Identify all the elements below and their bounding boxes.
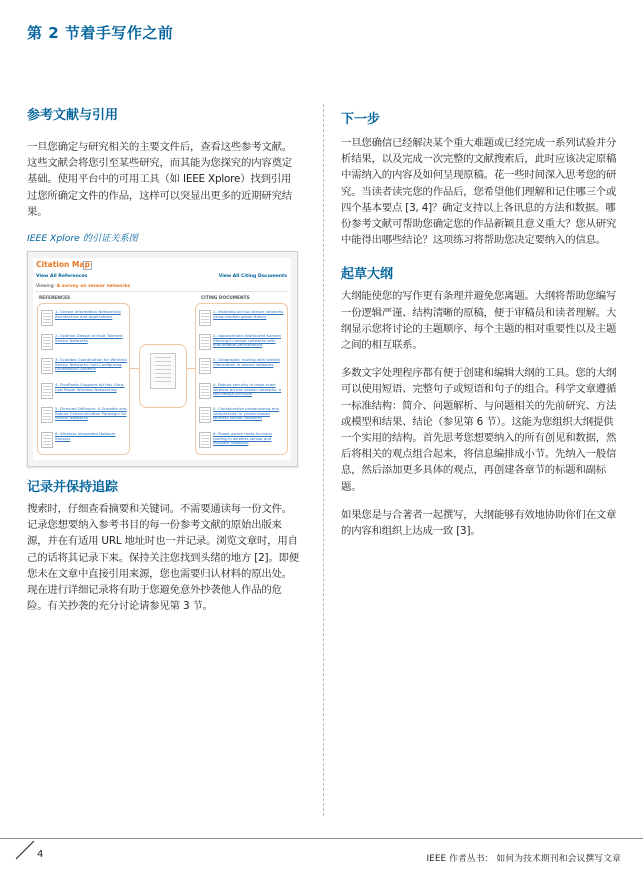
citing-item[interactable] bbox=[199, 310, 285, 328]
document-icon bbox=[41, 432, 53, 448]
citing-link[interactable]: 2- Approximate distributed Kalman filtering in sensor networks with quantifiable performance bbox=[213, 333, 282, 348]
citing-item[interactable] bbox=[199, 358, 285, 376]
reference-item[interactable] bbox=[41, 407, 127, 425]
column-divider bbox=[323, 104, 324, 816]
tracking-paragraph: 搜索时，仔细查看摘要和关键词。不需要通读每一份文件。记录您想要纳入参考书目的每一份参考文献的原始出版来源，并在有适用 URL 地址时也一并记录。浏览文章时，用自己的话将其记录下来。保持关注您找到头绪的地方 [2]。即便您未在文章中直接引用来源，您也需要归认材料的原出处。现在进行详细记录将有助于您避免意外抄袭他人作品的危险。有关抄袭的充分讨论请参见第 3 节。 bbox=[27, 503, 299, 613]
footer-slash-icon bbox=[15, 840, 35, 860]
connector-line bbox=[129, 368, 139, 369]
document-icon bbox=[41, 383, 53, 399]
reference-link[interactable]: 6- Wireless Integrated Network Sensors bbox=[55, 431, 116, 441]
next-step-section bbox=[341, 111, 621, 248]
viewing-value: A survey on sensor networks bbox=[56, 284, 131, 290]
citation-map bbox=[33, 258, 291, 460]
reference-link[interactable]: 4- PicoRadio Supports Ad Hoc Ultra-Low Power Wireless Networking bbox=[55, 382, 125, 392]
citing-panel bbox=[195, 303, 288, 455]
footer-text: IEEE 作者丛书： 如何为技术期刊和会议撰写文章 bbox=[426, 854, 621, 864]
citing-link[interactable]: 3- Geographic routing with limited information in sensor networks bbox=[213, 357, 280, 367]
document-icon bbox=[199, 358, 211, 374]
outline-paragraph: 多数文字处理程序都有便于创建和编辑大纲的工具。您的大纲可以使用短语、完整句子或短语和句子的组合。科学文章遵循一标准结构：简介、问题解析、与问题相关的先前研究、方法或模型和结果、结论（参见第 6 节）。这能为您组织大纲提供一个实用的结构。首先思考您想要纳入的所有创见和数据，然后将相关的观点组合起来，将信息编排成小节。先纳入一般信息，然后添加更多具体的观点，再创建各章节的标题和副标题。 bbox=[341, 367, 617, 493]
page-number: 4 bbox=[37, 849, 44, 860]
citing-link[interactable]: 1- Modeling ad hoc sensor networks using random graph theory bbox=[213, 309, 284, 319]
citing-link[interactable]: 4- Robust security in large-scale wireless ad hoc sensor networks: a key-design principle bbox=[213, 382, 282, 397]
outline-section bbox=[341, 266, 621, 539]
current-document[interactable] bbox=[139, 344, 187, 408]
reference-link[interactable]: 1- Sensor Information Networking Architecture and Applications bbox=[55, 309, 121, 319]
outline-paragraph: 如果您是与合著者一起撰写，大纲能够有效地协助你们在文章的内容和组织上达成一致 [3]。 bbox=[341, 508, 617, 538]
references-panel bbox=[37, 303, 130, 455]
footer-rule bbox=[0, 838, 643, 839]
reference-item[interactable] bbox=[41, 383, 127, 401]
citation-map-rule bbox=[36, 291, 288, 292]
citing-item[interactable] bbox=[199, 334, 285, 352]
view-all-references-link[interactable]: View All References bbox=[36, 274, 88, 280]
references-section bbox=[27, 107, 301, 220]
citing-item[interactable] bbox=[199, 407, 285, 425]
references-heading: 参考文献与引用 bbox=[27, 108, 119, 123]
document-icon bbox=[150, 353, 176, 389]
page-title: 第 2 节着手写作之前 bbox=[27, 24, 174, 42]
citing-link[interactable]: 5- Collaborative broadcasting and compression in cluster-based wireless sensor networks bbox=[213, 406, 279, 421]
document-icon bbox=[41, 334, 53, 350]
document-icon bbox=[41, 310, 53, 326]
outline-paragraph: 大纲能使您的写作更有条理并避免您离题。大纲将帮助您编写一份逻辑严谨、结构清晰的原稿，便于审稿员和读者理解。大纲显示您将讨论的主题顺序、每个主题的相对重要性以及主题之间的相互联系。 bbox=[341, 290, 617, 352]
document-icon bbox=[199, 407, 211, 423]
document-icon bbox=[199, 310, 211, 326]
tracking-section bbox=[27, 479, 301, 614]
reference-link[interactable]: 3- Scalable Coordination for Wireless Sensor Networks: Self-Configuring Localization Systems bbox=[55, 357, 127, 372]
citing-item[interactable] bbox=[199, 383, 285, 401]
document-icon bbox=[199, 432, 211, 448]
citation-map-figure bbox=[27, 251, 298, 467]
figure-caption: IEEE Xplore 的引证关系图 bbox=[27, 233, 138, 245]
references-label: REFERENCES bbox=[39, 296, 71, 302]
document-icon bbox=[199, 334, 211, 350]
tracking-heading: 记录并保持追踪 bbox=[27, 480, 119, 496]
reference-link[interactable]: 2- Optimal Design of Fault Tolerant Sensor Networks bbox=[55, 333, 123, 343]
viewing-label: Viewing: bbox=[36, 284, 56, 290]
next-step-paragraph: 一旦您确信已经解决某个重大难题或已经完成一系列试验并分析结果，以及完成一次完整的文献搜索后，此时应该决定原稿中需纳入的内容及如何呈现原稿。花一些时间深入思考您的研究。当读者读完您的作品后，您希望他们理解和记住哪三个或四个基本要点 [3, 4]？确定支持以上各讯息的方法和数据。哪份参考文献可帮助您确定您的作品新颖且意义重大？您从研究中能得出哪些结论？这项练习将帮助您决定要纳入的信息。 bbox=[341, 137, 617, 247]
left-column bbox=[27, 107, 301, 614]
reference-link[interactable]: 5- Directed Diffusion: A Scalable and Robust Communication Paradigm for Sensor Networks bbox=[55, 406, 127, 421]
viewing-line bbox=[36, 284, 130, 289]
right-column bbox=[341, 111, 621, 539]
document-icon bbox=[41, 407, 53, 423]
citing-link[interactable]: 6- Power-aware route-to-many routing in wireless sensor and actuator networks bbox=[213, 431, 273, 446]
help-icon[interactable] bbox=[83, 261, 92, 270]
citing-label: CITING DOCUMENTS bbox=[201, 296, 250, 302]
reference-item[interactable] bbox=[41, 358, 127, 376]
reference-item[interactable] bbox=[41, 432, 127, 450]
reference-item[interactable] bbox=[41, 334, 127, 352]
view-all-citing-link[interactable]: View All Citing Documents bbox=[218, 274, 287, 280]
citing-item[interactable] bbox=[199, 432, 285, 450]
references-paragraph: 一旦您确定与研究相关的主要文件后，查看这些参考文献。这些文献会将您引至某些研究，而其能为您探究的内容奠定基础。使用平台中的可用工具（如 IEEE Xplore）找到引用过您所确定文件的作品，这样可以突显出更多的近期研究结果。 bbox=[27, 141, 292, 218]
outline-heading: 起草大纲 bbox=[341, 267, 394, 283]
document-icon bbox=[199, 383, 211, 399]
reference-item[interactable] bbox=[41, 310, 127, 328]
next-step-heading: 下一步 bbox=[341, 112, 381, 127]
document-icon bbox=[41, 358, 53, 374]
citation-map-title: Citation Map bbox=[36, 260, 90, 270]
